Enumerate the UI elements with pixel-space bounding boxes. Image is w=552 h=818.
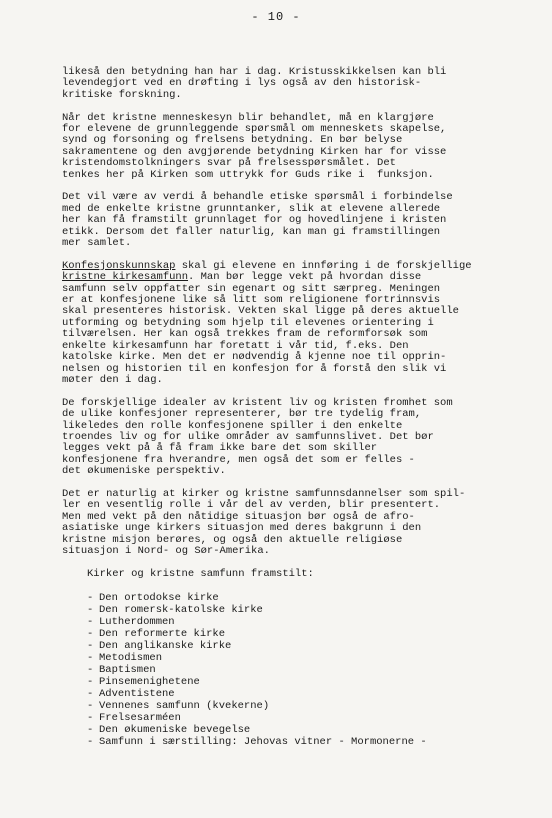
paragraph-2	[62, 113, 542, 181]
list-item	[87, 664, 542, 676]
list-item	[87, 628, 542, 640]
document-body	[62, 67, 542, 748]
list-item	[87, 724, 542, 736]
text-line: kristendomstolkningers svar på frelsesspørsmålet. Det	[62, 157, 396, 170]
text-line: likeså den betydning han har i dag. Kristusskikkelsen kan bli	[62, 66, 447, 78]
dash-bullet: -	[87, 688, 94, 701]
text-line: med de enkelte kristne grunntanker, slik at elevene allerede	[62, 202, 441, 215]
text-line: De forskjellige idealer av kristent liv og kristen fromhet som	[62, 396, 453, 409]
paragraph-3	[62, 192, 542, 249]
dash-bullet: -	[87, 664, 94, 677]
dash-bullet: -	[87, 724, 94, 737]
text-line: møter den i dag.	[62, 373, 163, 386]
page-number: - 10 -	[251, 10, 301, 24]
dash-bullet: -	[87, 736, 94, 749]
list-item	[87, 700, 542, 712]
list-item-text: Baptismen	[99, 664, 156, 677]
list-heading: Kirker og kristne samfunn framstilt:	[87, 567, 314, 580]
text-line: tilværelsen. Her kan også trekkes fram de reformforsøk som	[62, 328, 428, 341]
list-item-text: Den reformerte kirke	[99, 628, 226, 641]
text-line: troendes liv og for ulike områder av samfunnslivet. Det bør	[62, 430, 434, 443]
text-line: konfesjonene fra hverandre, men også det som er felles -	[62, 453, 415, 466]
text-line: samfunn selv oppfatter sin egenart og sitt særpreg. Meningen	[62, 282, 441, 295]
text-line: Men med vekt på den nåtidige situasjon bør også de afro-	[62, 510, 415, 523]
text-line: asiatiske unge kirkers situasjon med deres bakgrunn i den	[62, 522, 422, 535]
text-line: kristne misjon berøres, og også den aktuelle religiøse	[62, 533, 403, 546]
text-line: kritiske forskning.	[62, 88, 182, 101]
dash-bullet: -	[87, 676, 94, 689]
list-item	[87, 712, 542, 724]
list-item	[87, 640, 542, 652]
list-item	[87, 676, 542, 688]
church-list	[62, 592, 542, 748]
list-item-text: Lutherdommen	[99, 616, 175, 629]
list-item	[87, 592, 542, 604]
list-item-text: Den ortodokse kirke	[99, 592, 219, 605]
text-line: mer samlet.	[62, 237, 132, 250]
text-line: skal presenteres historisk. Vekten skal ligge på deres aktuelle	[62, 305, 459, 318]
text-line: nelsen og historien til en konfesjon for å forstå den slik vi	[62, 362, 447, 375]
text-line: er at konfesjonene like så litt som religionene fortrinnsvis	[62, 294, 441, 307]
text-line: etikk. Dersom det faller naturlig, kan man gi framstillingen	[62, 225, 441, 238]
dash-bullet: -	[87, 616, 94, 629]
text-line: ler en vesentlig rolle i vår del av verden, blir presentert.	[62, 499, 441, 512]
list-item	[87, 616, 542, 628]
text-line: synd og forsoning og frelsens betydning. En bør belyse	[62, 134, 403, 147]
list-item-text: Samfunn i særstilling: Jehovas vitner - Mormonerne -	[99, 736, 427, 749]
dash-bullet: -	[87, 712, 94, 725]
paragraph-5	[62, 398, 542, 478]
text-line: det økumeniske perspektiv.	[62, 465, 226, 478]
text-line: likeledes den rolle konfesjonene spiller i den enkelte	[62, 419, 403, 432]
text-line: situasjon i Nord- og Sør-Amerika.	[62, 544, 270, 557]
list-item	[87, 604, 542, 616]
list-item	[87, 688, 542, 700]
text-line: legges vekt på å få fram ikke bare det som skiller	[62, 442, 378, 455]
list-item-text: Den romersk-katolske kirke	[99, 604, 263, 617]
text-line: katolske kirke. Men det er nødvendig å kjenne noe til opprin-	[62, 351, 447, 364]
text-line: sakramentene og den avgjørende betydning Kirken har for visse	[62, 145, 447, 158]
text-line: for elevene de grunnleggende spørsmål om menneskets skapelse,	[62, 123, 447, 136]
dash-bullet: -	[87, 628, 94, 641]
dash-bullet: -	[87, 652, 94, 665]
list-item-text: Den anglikanske kirke	[99, 640, 232, 653]
text-line	[62, 272, 542, 283]
text-line: levendegjort ved en drøfting i lys også av den historisk-	[62, 77, 422, 90]
text-fragment: . Man bør legge vekt på hvordan disse	[188, 271, 422, 284]
paragraph-4	[62, 261, 542, 386]
list-item	[87, 736, 542, 748]
text-line: Det er naturlig at kirker og kristne samfunnsdannelser som spil-	[62, 487, 466, 500]
list-item-text: Vennenes samfunn (kvekerne)	[99, 700, 270, 713]
dash-bullet: -	[87, 640, 94, 653]
dash-bullet: -	[87, 604, 94, 617]
list-item	[87, 652, 542, 664]
list-item-text: Metodismen	[99, 652, 163, 665]
list-item-text: Adventistene	[99, 688, 175, 701]
list-item-text: Frelsesarméen	[99, 712, 181, 725]
underlined-term: Konfesjonskunnskap	[62, 259, 176, 272]
list-item-text: Den økumeniske bevegelse	[99, 724, 251, 737]
underlined-term: kristne kirkesamfunn	[62, 271, 189, 284]
text-line: de ulike konfesjoner representerer, bør tre tydelig fram,	[62, 408, 422, 421]
dash-bullet: -	[87, 700, 94, 713]
paragraph-1	[62, 67, 542, 101]
text-line: her kan få framstilt grunnlaget for og hovedlinjene i kristen	[62, 214, 447, 227]
text-line: tenkes her på Kirken som uttrykk for Guds rike i funksjon.	[62, 168, 434, 181]
paragraph-6	[62, 489, 542, 557]
text-line: enkelte kirkesamfunn har foretatt i vår tid, f.eks. Den	[62, 339, 409, 352]
text-line: utforming og betydning som hjelp til elevenes orientering i	[62, 316, 434, 329]
text-line: Det vil være av verdi å behandle etiske spørsmål i forbindelse	[62, 191, 453, 204]
list-item-text: Pinsemenighetene	[99, 676, 200, 689]
text-line: Når det kristne menneskesyn blir behandlet, må en klargjøre	[62, 111, 434, 124]
text-fragment: skal gi elevene en innføring i de forskjellige	[175, 259, 472, 272]
dash-bullet: -	[87, 592, 94, 605]
